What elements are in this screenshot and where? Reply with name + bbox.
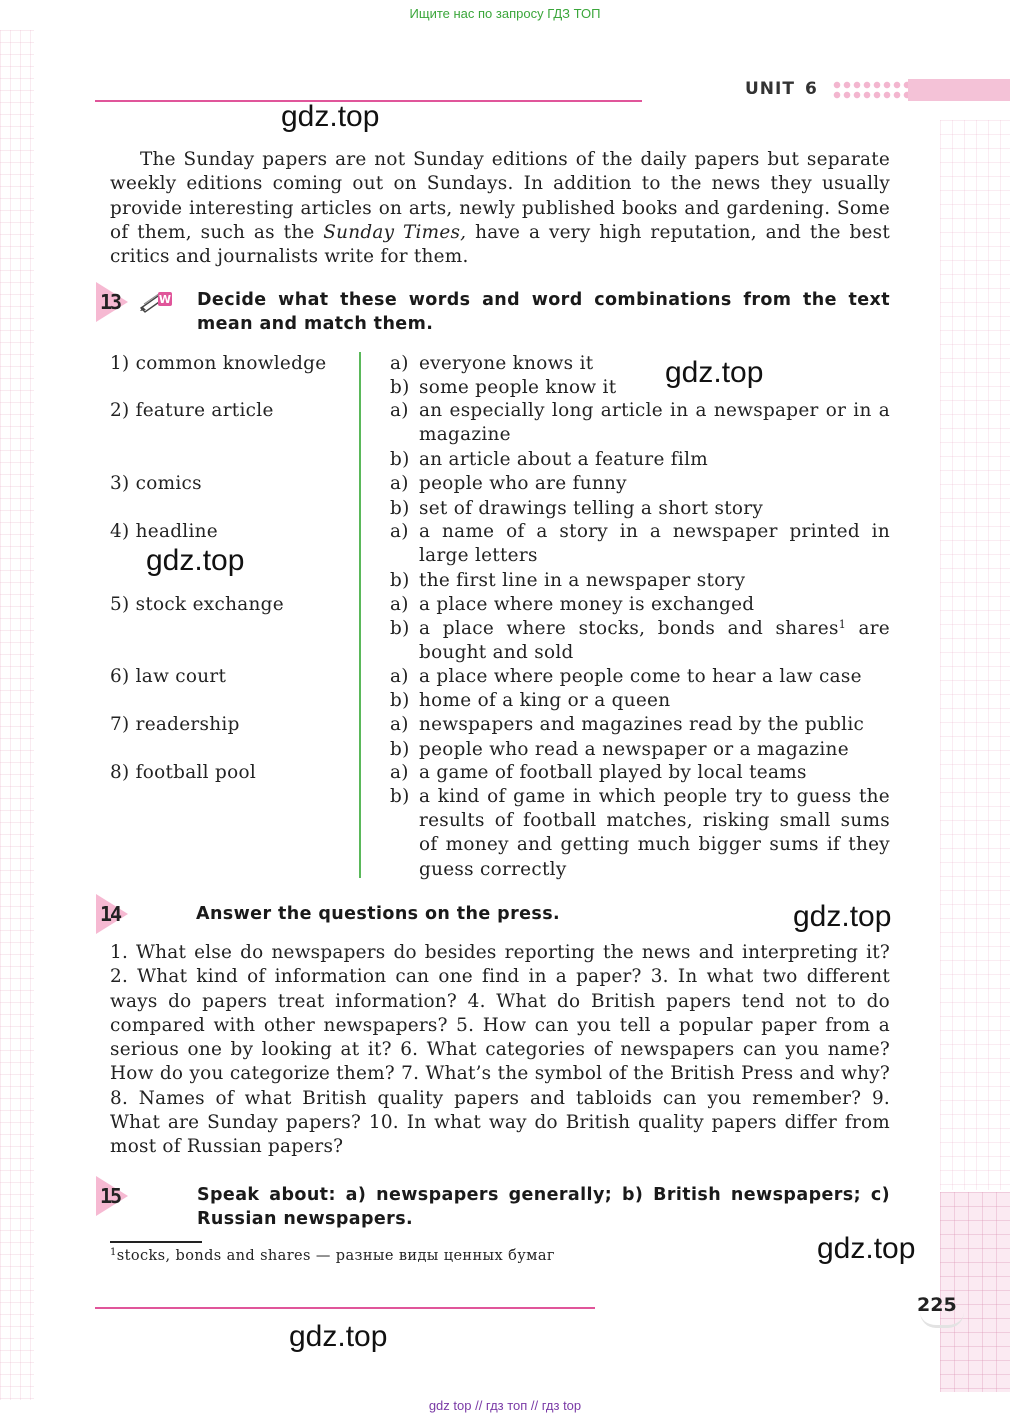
term-item: 2) feature article xyxy=(110,400,274,421)
term-item: 7) readership xyxy=(110,714,240,735)
watermark: gdz.top xyxy=(793,900,892,933)
footnote-mark: 1 xyxy=(838,618,846,631)
option-text: a name of a story in a newspaper printed in large letters xyxy=(419,521,890,567)
option-label: a) xyxy=(390,666,409,687)
watermark: gdz.top xyxy=(146,544,245,577)
exercise-13-badge xyxy=(96,282,130,322)
option-text: an especially long article in a newspaper or in a magazine xyxy=(419,400,890,446)
exercise-14-number: 14 xyxy=(100,902,121,926)
option-label: b) xyxy=(390,690,410,711)
option-item xyxy=(390,785,890,882)
unit-dots-decoration xyxy=(832,80,908,100)
option-label: b) xyxy=(390,570,410,591)
option-text: a place where people come to hear a law case xyxy=(419,666,862,687)
top-banner: Ищите нас по запросу ГДЗ ТОП xyxy=(409,6,601,21)
footnote-rule xyxy=(110,1241,202,1243)
intro-text-end: have a very high reputation, and the best critics and journalists write for them. xyxy=(110,221,890,268)
option-text: some people know it xyxy=(419,377,617,398)
intro-paragraph xyxy=(110,148,890,269)
option-item xyxy=(390,399,890,447)
option-text: a place where money is exchanged xyxy=(419,594,755,615)
footnote-text: stocks, bonds and shares — разные виды ценных бумаг xyxy=(116,1248,555,1264)
option-label: b) xyxy=(390,377,410,398)
option-label: b) xyxy=(390,618,410,639)
bottom-rule xyxy=(95,1307,595,1309)
option-label: a) xyxy=(390,521,409,542)
option-text xyxy=(390,617,890,665)
option-label: b) xyxy=(390,739,410,760)
option-text: a kind of game in which people try to guess the results of football matches, risking small sums of money and getting much bigger sums if they guess correctly xyxy=(419,786,890,880)
option-label: a) xyxy=(390,714,409,735)
exercise-13-number: 13 xyxy=(100,290,121,314)
option-item xyxy=(390,738,890,762)
corner-decorative-pattern xyxy=(940,1192,1010,1392)
option-label: b) xyxy=(390,498,410,519)
term-item: 1) common knowledge xyxy=(110,353,327,374)
exercise-15-task: Speak about: a) newspapers generally; b) British newspapers; c) Russian newspapers. xyxy=(197,1185,890,1229)
footnote xyxy=(110,1248,555,1264)
unit-bar-decoration xyxy=(908,79,1010,101)
exercise-15-badge xyxy=(96,1176,130,1216)
intro-text: The Sunday papers are not Sunday editions of the daily papers but separate weekly editions coming out on Sundays. In addition to the news they usually provide interesting articles on arts, newly published books and gardening. Some of them, such as the xyxy=(110,149,890,243)
option-label: a) xyxy=(390,762,409,783)
option-item xyxy=(390,713,890,737)
exercise-15-number: 15 xyxy=(100,1184,121,1208)
option-item xyxy=(390,665,890,689)
option-text: people who are funny xyxy=(419,473,627,494)
intro-italic: Sunday Times, xyxy=(323,221,467,243)
option-item xyxy=(390,376,890,400)
exercise-13-task: Decide what these words and word combinations from the text mean and match them. xyxy=(197,290,890,334)
watermark: gdz.top xyxy=(289,1320,388,1353)
term-item: 5) stock exchange xyxy=(110,594,284,615)
option-label: a) xyxy=(390,473,409,494)
option-item xyxy=(390,617,890,665)
watermark: gdz.top xyxy=(817,1232,916,1265)
column-divider xyxy=(359,352,361,878)
svg-text:W: W xyxy=(158,293,172,306)
option-text: everyone knows it xyxy=(419,353,594,374)
option-label: a) xyxy=(390,353,409,374)
option-text: set of drawings telling a short story xyxy=(419,498,764,519)
exercise-14-task: Answer the questions on the press. xyxy=(196,904,561,924)
unit-number: 6 xyxy=(804,79,818,99)
unit-header xyxy=(745,78,818,100)
page-number: 225 xyxy=(917,1294,957,1316)
option-text-part: a place where stocks, bonds and shares xyxy=(419,618,839,639)
term-item: 4) headline xyxy=(110,521,218,542)
option-label: b) xyxy=(390,786,410,807)
option-text: newspapers and magazines read by the public xyxy=(419,714,865,735)
option-item xyxy=(390,497,890,521)
term-item: 3) comics xyxy=(110,473,202,494)
workbook-pencil-icon xyxy=(138,290,174,314)
bottom-banner: gdz top // гдз топ // гдз top xyxy=(428,1398,582,1413)
option-text-part: are bought and sold xyxy=(419,618,890,664)
option-item xyxy=(390,761,890,785)
left-decorative-pattern xyxy=(0,30,34,1400)
option-text: people who read a newspaper or a magazine xyxy=(419,739,849,760)
footnote-mark: 1 xyxy=(110,1247,117,1258)
option-label: b) xyxy=(390,449,410,470)
option-item xyxy=(390,569,890,593)
right-decorative-pattern xyxy=(940,120,1010,1190)
option-label: a) xyxy=(390,400,409,421)
watermark: gdz.top xyxy=(281,100,380,133)
option-text: home of a king or a queen xyxy=(419,690,671,711)
option-item xyxy=(390,689,890,713)
term-item: 8) football pool xyxy=(110,762,257,783)
watermark: gdz.top xyxy=(665,356,764,389)
option-item xyxy=(390,352,890,376)
unit-label: UNIT xyxy=(745,79,795,99)
option-item xyxy=(390,448,890,472)
option-item xyxy=(390,593,890,617)
exercise-14-badge xyxy=(96,894,130,934)
option-text: an article about a feature film xyxy=(419,449,709,470)
option-item xyxy=(390,520,890,568)
term-item: 6) law court xyxy=(110,666,227,687)
option-text: a game of football played by local teams xyxy=(419,762,807,783)
option-text: the first line in a newspaper story xyxy=(419,570,746,591)
exercise-14-questions: 1. What else do newspapers do besides reporting the news and interpreting it? 2. What kind of information can one find in a paper? 3. In what two different ways do papers treat information? 4. What do British papers tend not to do compared with other newspapers? 5. How can you tell a popular paper from a serious one by looking at it? 6. What categories of newspapers can you name? How do you categorize them? 7. What’s the symbol of the British Press and why? 8. Names of what British quality papers and tabloids can you remember? 9. What are Sunday papers? 10. In what way do British quality papers differ from most of Russian papers? xyxy=(110,942,890,1158)
option-item xyxy=(390,472,890,496)
option-label: a) xyxy=(390,594,409,615)
